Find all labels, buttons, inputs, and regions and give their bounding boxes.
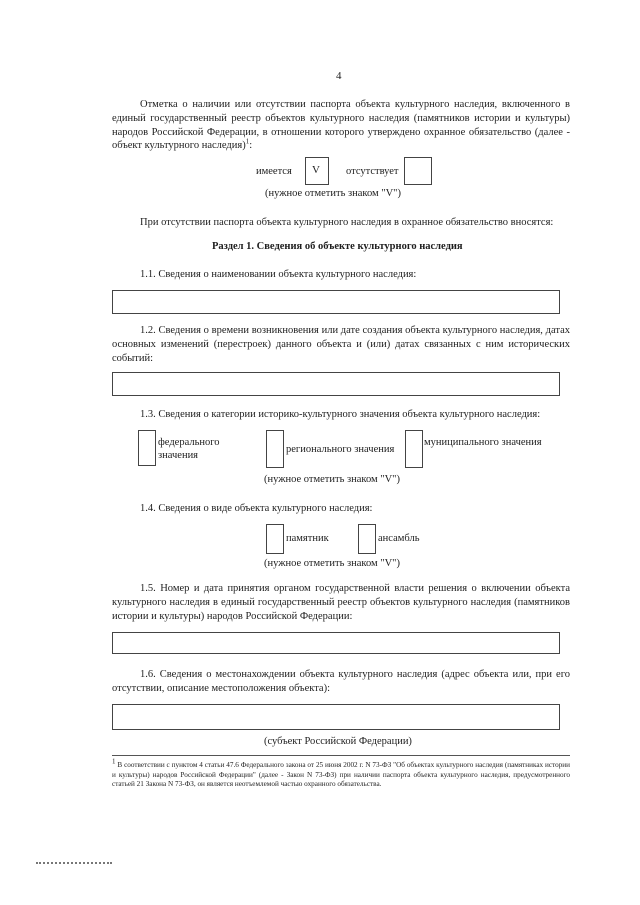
- passport-absent-checkbox[interactable]: [404, 157, 432, 185]
- item-1-4-label: 1.4. Сведения о виде объекта культурного наследия:: [140, 503, 373, 514]
- category-regional-checkbox[interactable]: [266, 430, 284, 468]
- passport-absent-label: отсутствует: [346, 166, 399, 177]
- passport-has-checkbox[interactable]: [305, 157, 329, 185]
- item-1-6-field[interactable]: [112, 704, 560, 730]
- passport-intro-text: Отметка о наличии или отсутствии паспорта объекта культурного наследия, включенного в единый государственный реестр объектов культурного наследия (памятников истории и культуры) народов Российской Федерации, в отношении которого утверждено охранное обязательство (далее - объект культурного наследия): [112, 99, 570, 152]
- absence-text: При отсутствии паспорта объекта культурного наследия в охранное обязательство вносятся:: [140, 217, 554, 228]
- type-hint: (нужное отметить знаком "V"): [264, 558, 400, 569]
- type-ensemble-label: ансамбль: [378, 533, 420, 544]
- footnote-marker: 1: [112, 757, 116, 766]
- section-title: Раздел 1. Сведения об объекте культурного наследия: [212, 241, 463, 252]
- item-1-5-label: 1.5. Номер и дата принятия органом государственной власти решения о включении объекта культурного наследия в единый государственный реестр объектов культурного наследия (памятников истории и культуры) народов Российской Федерации:: [112, 583, 570, 622]
- type-ensemble-checkbox[interactable]: [358, 524, 376, 554]
- type-monument-checkbox[interactable]: [266, 524, 284, 554]
- passport-intro-colon: :: [249, 140, 253, 152]
- item-1-2-label: 1.2. Сведения о времени возникновения или дате создания объекта культурного наследия, датах основных изменений (перестроек) данного объекта и (или) датах связанных с ним исторических событий:: [112, 325, 570, 364]
- item-1-5-field[interactable]: [112, 632, 560, 654]
- passport-has-label: имеется: [256, 166, 292, 177]
- item-1-1-field[interactable]: [112, 290, 560, 314]
- scan-edge-line: [36, 862, 112, 864]
- passport-has-checkmark: V: [312, 164, 320, 176]
- passport-intro-paragraph: [112, 98, 570, 153]
- category-hint: (нужное отметить знаком "V"): [264, 474, 400, 485]
- item-1-3-label: 1.3. Сведения о категории историко-культурного значения объекта культурного наследия:: [140, 409, 541, 420]
- page-number: 4: [336, 70, 342, 82]
- item-1-1-label: 1.1. Сведения о наименовании объекта культурного наследия:: [140, 269, 417, 280]
- item-1-6-caption: (субъект Российской Федерации): [264, 736, 412, 747]
- category-municipal-checkbox[interactable]: [405, 430, 423, 468]
- category-federal-label: федерального значения: [158, 437, 220, 461]
- footnote-text-block: [112, 757, 570, 790]
- item-1-2-field[interactable]: [112, 372, 560, 396]
- category-regional-label: регионального значения: [286, 444, 395, 455]
- type-monument-label: памятник: [286, 533, 329, 544]
- item-1-6-label: 1.6. Сведения о местонахождении объекта культурного наследия (адрес объекта или, при его отсутствии, описание местоположения объекта):: [112, 669, 570, 694]
- category-federal-checkbox[interactable]: [138, 430, 156, 466]
- category-municipal-label: муниципального значения: [424, 437, 542, 448]
- footnote-text: В соответствии с пунктом 4 статьи 47.6 Федерального закона от 25 июня 2002 г. N 73-ФЗ "Об объектах культурного наследия (памятниках истории и культуры) народов Российской Федерации" (далее - Закон N 73-ФЗ) при наличии паспорта объекта культурного наследия, предусмотренного статьей 21 Закона N 73-ФЗ, он является неотъемлемой частью охранного обязательства.: [112, 761, 570, 789]
- passport-hint: (нужное отметить знаком "V"): [265, 188, 401, 199]
- footnote-divider: [112, 755, 570, 756]
- footnote-reference: 1: [245, 137, 250, 146]
